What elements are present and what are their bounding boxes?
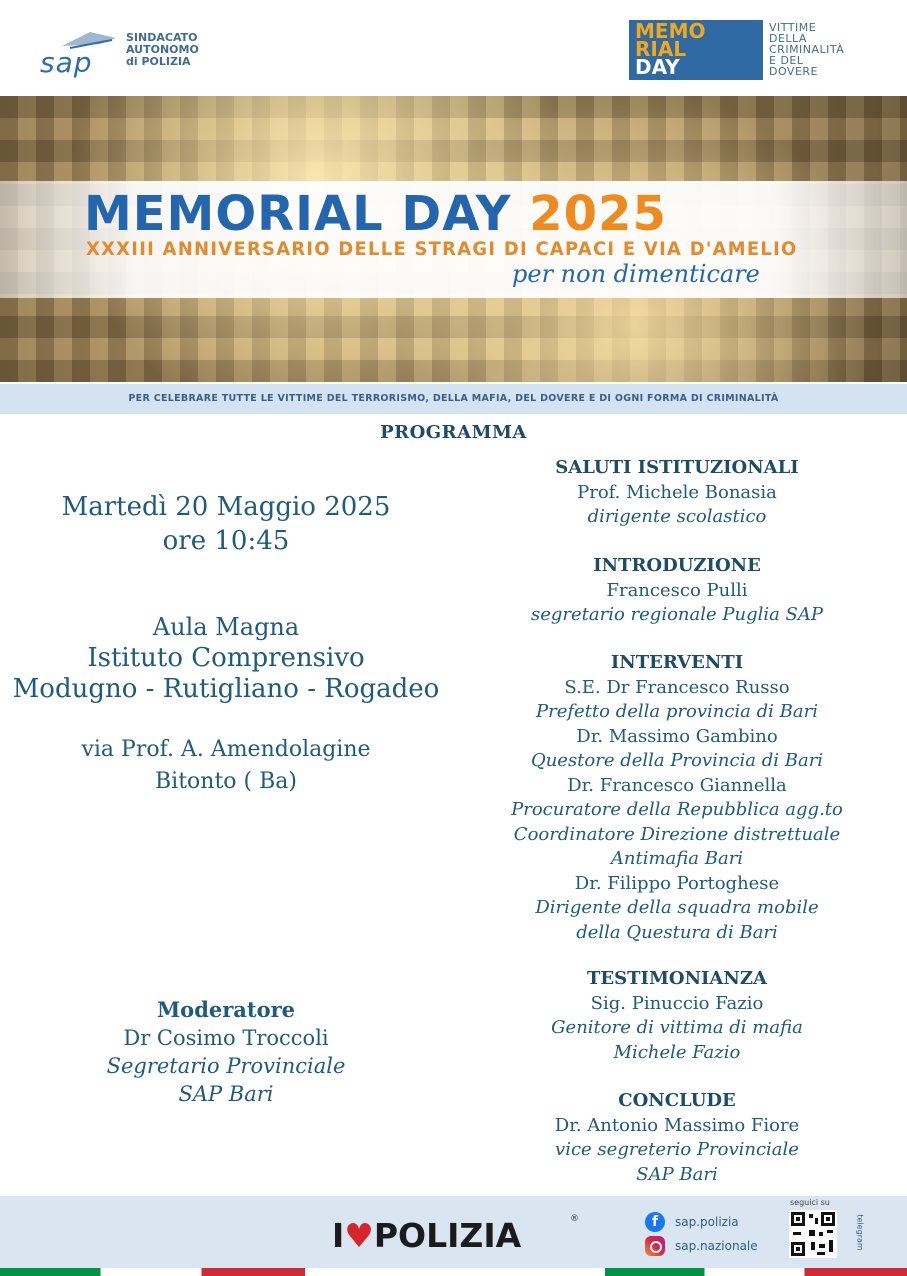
sap-name: SINDACATO AUTONOMO di POLIZIA bbox=[126, 31, 199, 68]
speaker-org: SAP Bari bbox=[636, 1163, 718, 1185]
speaker-role: Michele Fazio bbox=[613, 1041, 741, 1063]
event-date: Martedì 20 Maggio 2025 bbox=[61, 492, 391, 522]
speaker-name: Dr. Francesco Giannella bbox=[567, 774, 787, 796]
venue-city: Bitonto ( Ba) bbox=[155, 769, 297, 794]
banner-year: 2025 bbox=[529, 186, 667, 242]
speaker-role: Genitore di vittima di mafia bbox=[551, 1017, 803, 1038]
italian-flag-stripe-left bbox=[0, 1268, 305, 1276]
section-introduzione bbox=[452, 554, 902, 628]
venue-school: Istituto Comprensivo bbox=[87, 643, 365, 673]
speaker-role: Coordinatore Direzione distrettuale bbox=[513, 823, 841, 845]
banner bbox=[0, 96, 907, 382]
event-time: ore 10:45 bbox=[162, 526, 290, 556]
speaker-name: Prof. Michele Bonasia bbox=[577, 481, 777, 503]
section-head: TESTIMONIANZA bbox=[587, 968, 767, 989]
event-when bbox=[0, 490, 452, 558]
instagram-handle: sap.nazionale bbox=[675, 1239, 758, 1253]
instagram-icon bbox=[645, 1236, 665, 1256]
section-testimonianza bbox=[452, 967, 902, 1065]
moderator-role: Segretario Provinciale bbox=[106, 1054, 346, 1078]
moderator-head: Moderatore bbox=[156, 997, 296, 1022]
speaker-role: segretario regionale Puglia SAP bbox=[530, 604, 824, 625]
speaker-name: Dr. Massimo Gambino bbox=[576, 725, 778, 747]
sap-letters: sap bbox=[40, 46, 93, 79]
instagram-link[interactable] bbox=[645, 1234, 758, 1258]
moderator-name: Dr Cosimo Troccoli bbox=[123, 1026, 329, 1050]
i-love-polizia-logo: I♥POLIZIA bbox=[332, 1216, 522, 1255]
registered-mark: ® bbox=[570, 1214, 579, 1224]
banner-script: per non dimenticare bbox=[512, 260, 760, 288]
section-head: INTERVENTI bbox=[610, 652, 744, 673]
facebook-link[interactable] bbox=[645, 1210, 758, 1234]
speaker-name: S.E. Dr Francesco Russo bbox=[564, 676, 790, 698]
follow-label: seguici su bbox=[790, 1198, 830, 1207]
sap-mark bbox=[40, 26, 120, 79]
speaker-name: Dr. Antonio Massimo Fiore bbox=[554, 1114, 800, 1136]
qr-code-icon[interactable] bbox=[789, 1210, 837, 1258]
speaker-role: Dirigente della squadra mobile bbox=[535, 897, 819, 918]
event-venue bbox=[0, 612, 452, 705]
speaker-role: Procuratore della Repubblica agg.to bbox=[511, 799, 843, 820]
banner-title: MEMORIAL DAY 2025 bbox=[84, 186, 667, 242]
speaker-role: Questore della Provincia di Bari bbox=[530, 750, 824, 771]
speaker-name: Sig. Pinuccio Fazio bbox=[590, 992, 764, 1014]
moderator-org: SAP Bari bbox=[178, 1082, 274, 1106]
memorial-day-logo bbox=[629, 20, 889, 82]
speaker-name: Francesco Pulli bbox=[606, 579, 748, 601]
sap-logo bbox=[40, 26, 230, 79]
section-head: INTRODUZIONE bbox=[593, 555, 761, 576]
section-conclude bbox=[452, 1089, 902, 1187]
section-head: CONCLUDE bbox=[618, 1090, 736, 1111]
facebook-handle: sap.polizia bbox=[675, 1215, 739, 1229]
programma-title: PROGRAMMA bbox=[380, 422, 527, 443]
speaker-role: dirigente scolastico bbox=[587, 506, 767, 527]
memorial-day-badge: MEMO RIAL DAY bbox=[629, 20, 763, 80]
speaker-role: vice segreterio Provinciale bbox=[555, 1139, 799, 1160]
speaker-role: Antimafia Bari bbox=[610, 848, 744, 869]
section-head: SALUTI ISTITUZIONALI bbox=[555, 457, 799, 478]
section-interventi bbox=[452, 651, 902, 945]
venue-room: Aula Magna bbox=[152, 613, 300, 641]
facebook-icon: f bbox=[645, 1212, 665, 1232]
moderator bbox=[0, 996, 452, 1108]
banner-subtitle: XXXIII ANNIVERSARIO DELLE STRAGI DI CAPACI E VIA D'AMELIO bbox=[86, 238, 798, 260]
italian-flag-stripe-right bbox=[605, 1268, 907, 1276]
speaker-role: Prefetto della provincia di Bari bbox=[536, 701, 818, 722]
speaker-role: della Questura di Bari bbox=[576, 921, 778, 943]
event-address bbox=[0, 734, 452, 798]
venue-street: via Prof. A. Amendolagine bbox=[81, 737, 371, 762]
social-links bbox=[645, 1210, 758, 1258]
heart-icon: ♥ bbox=[344, 1216, 374, 1255]
memorial-day-caption: VITTIME DELLA CRIMINALITÀ E DEL DOVERE bbox=[769, 21, 845, 78]
section-saluti bbox=[452, 456, 902, 530]
tagline: PER CELEBRARE TUTTE LE VITTIME DEL TERRORISMO, DELLA MAFIA, DEL DOVERE E DI OGNI FORMA DI CRIMINALITÀ bbox=[0, 384, 907, 414]
venue-towns: Modugno - Rutigliano - Rogadeo bbox=[12, 674, 440, 704]
speaker-name: Dr. Filippo Portoghese bbox=[574, 872, 780, 894]
telegram-label: telegram bbox=[855, 1214, 865, 1251]
footer bbox=[0, 1196, 907, 1268]
